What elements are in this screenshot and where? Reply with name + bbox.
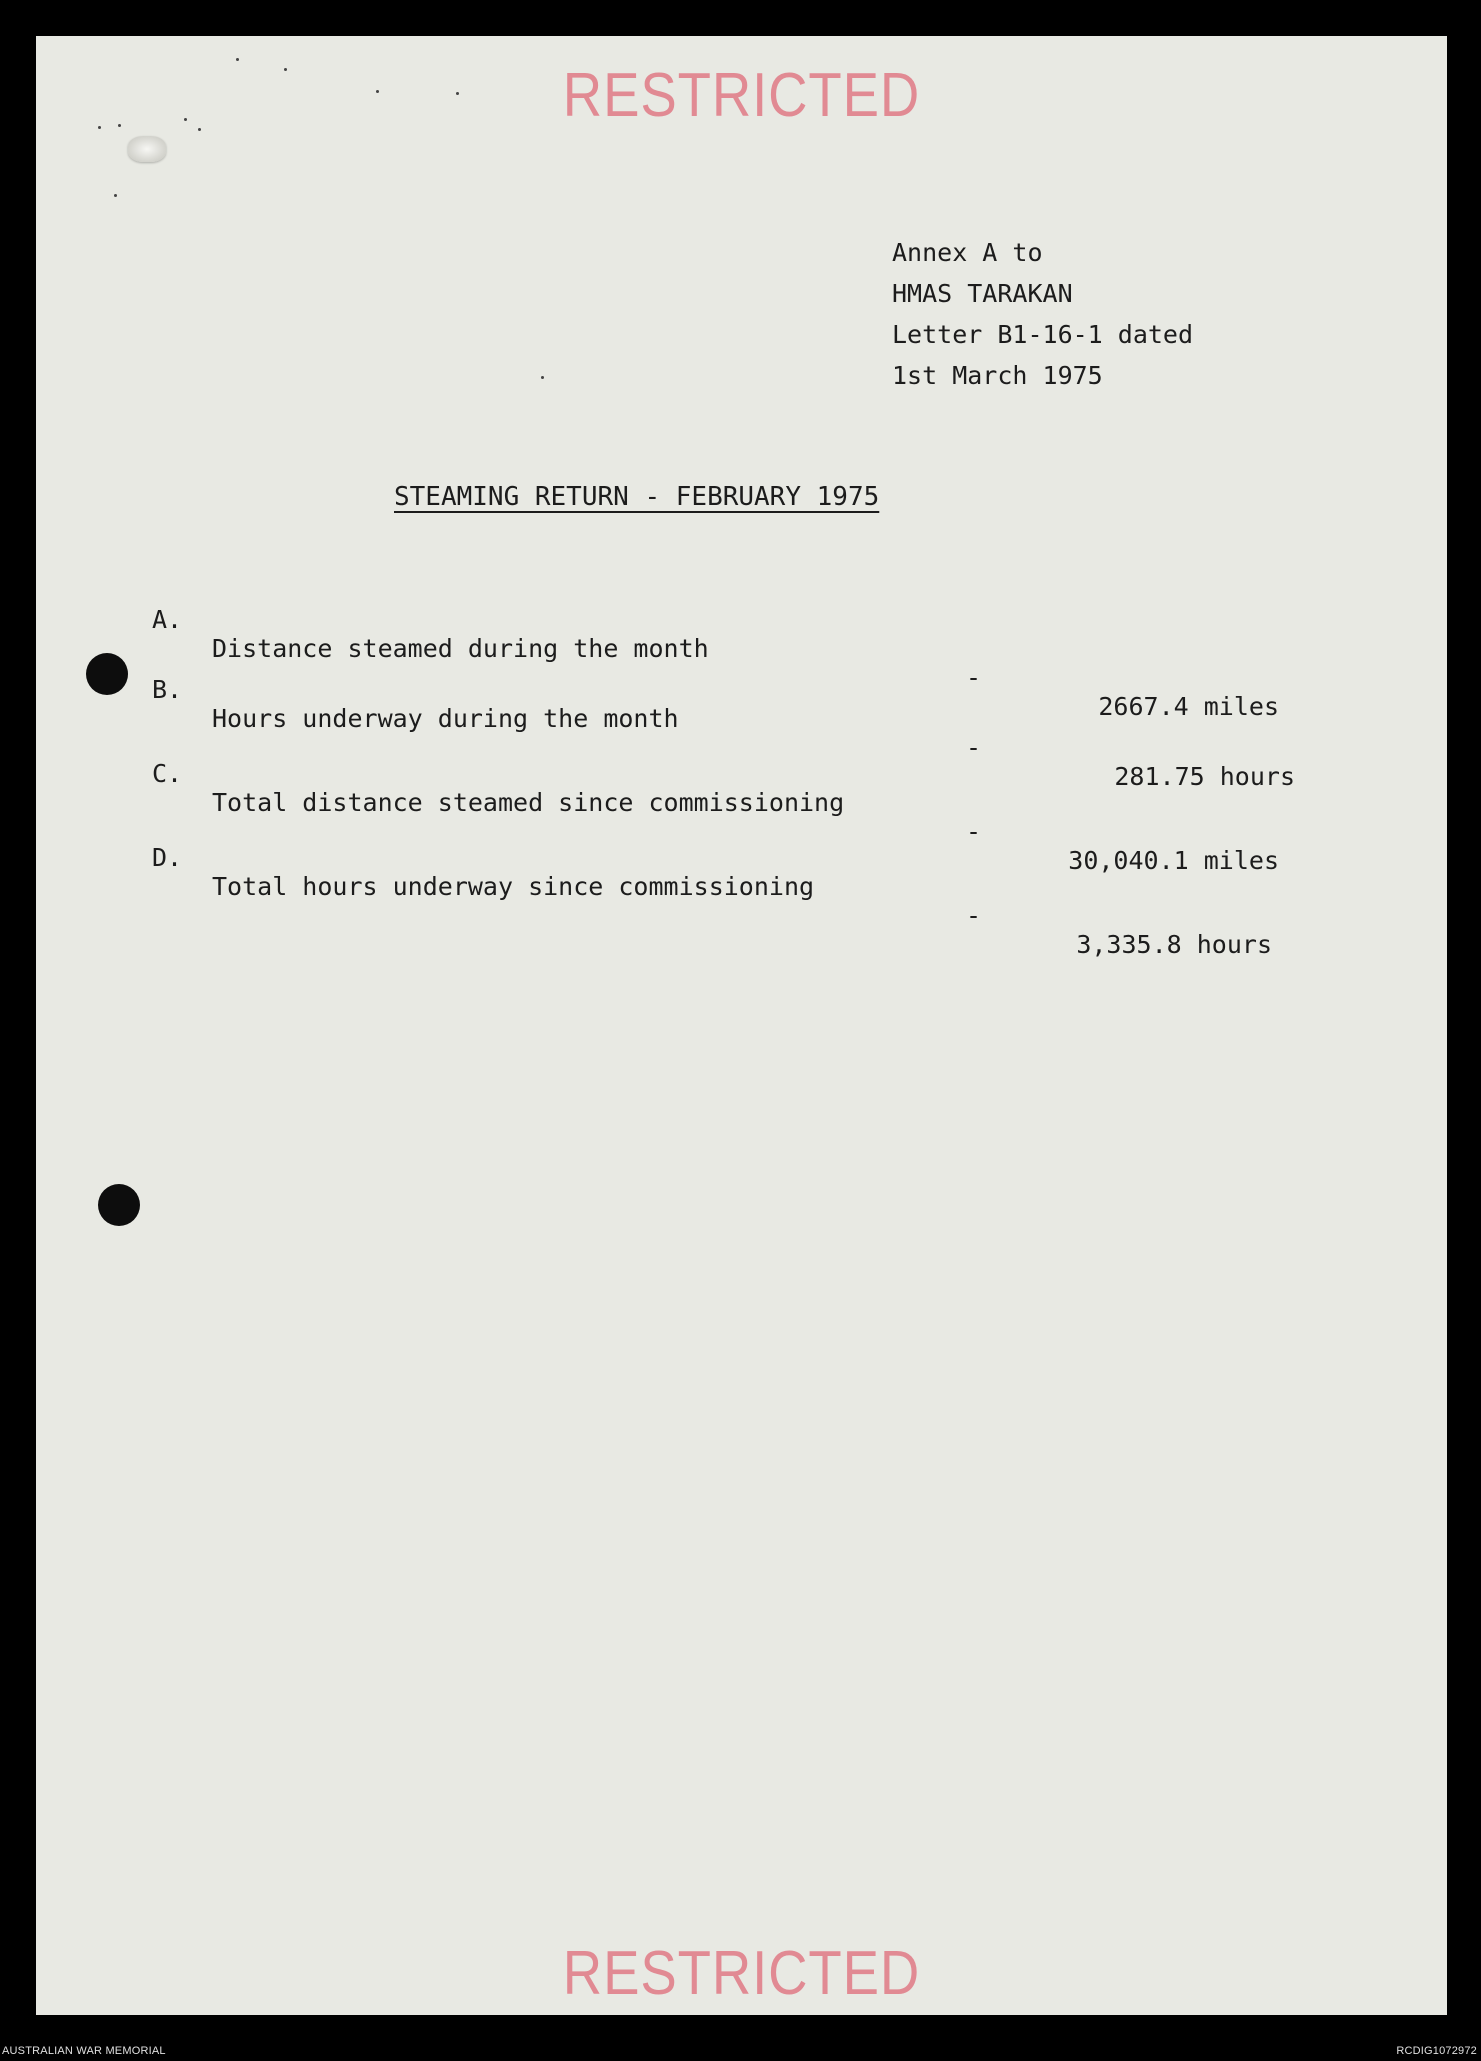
item-description: Hours underway during the month: [212, 704, 679, 733]
punch-hole: [98, 1184, 140, 1226]
item-description: Total hours underway since commissioning: [212, 872, 815, 901]
item-letter: C.: [152, 759, 183, 788]
item-description: Total distance steamed since commissioning: [212, 788, 845, 817]
item-dash: -: [966, 901, 982, 930]
annex-line: HMAS TARAKAN: [892, 279, 1073, 308]
item-letter: A.: [152, 605, 183, 634]
paper-speck: [456, 92, 459, 95]
paper-speck: [236, 58, 239, 61]
document-heading: STEAMING RETURN - FEBRUARY 1975: [394, 482, 880, 512]
paper-speck: [114, 194, 117, 197]
item-letter: B.: [152, 675, 183, 704]
item-dash: -: [966, 733, 982, 762]
staple-mark: [128, 136, 166, 162]
paper-speck: [184, 118, 187, 121]
annex-reference-block: [892, 232, 1193, 396]
punch-hole: [86, 653, 128, 695]
restricted-stamp-top: RESTRICTED: [562, 61, 921, 130]
item-dash: -: [966, 663, 982, 692]
paper-speck: [198, 128, 201, 131]
item-value: 281.75 hours: [1114, 762, 1295, 791]
annex-line: Annex A to: [892, 238, 1043, 267]
archive-id: RCDIG1072972: [1396, 2045, 1477, 2057]
document-page: [36, 36, 1447, 2015]
item-value: 2667.4 miles: [1098, 692, 1279, 721]
item-value: 30,040.1 miles: [1068, 846, 1279, 875]
item-value: 3,335.8 hours: [1076, 930, 1272, 959]
paper-speck: [541, 376, 544, 379]
paper-speck: [284, 68, 287, 71]
item-description: Distance steamed during the month: [212, 634, 709, 663]
restricted-stamp-bottom: RESTRICTED: [562, 1939, 921, 2008]
paper-speck: [118, 124, 121, 127]
item-letter: D.: [152, 843, 183, 872]
annex-line: 1st March 1975: [892, 361, 1103, 390]
steaming-item-d: [36, 814, 1447, 988]
paper-speck: [376, 90, 379, 93]
annex-line: Letter B1-16-1 dated: [892, 320, 1194, 349]
archive-credit: AUSTRALIAN WAR MEMORIAL: [2, 2045, 166, 2057]
item-dash: -: [966, 817, 982, 846]
paper-speck: [98, 126, 101, 129]
